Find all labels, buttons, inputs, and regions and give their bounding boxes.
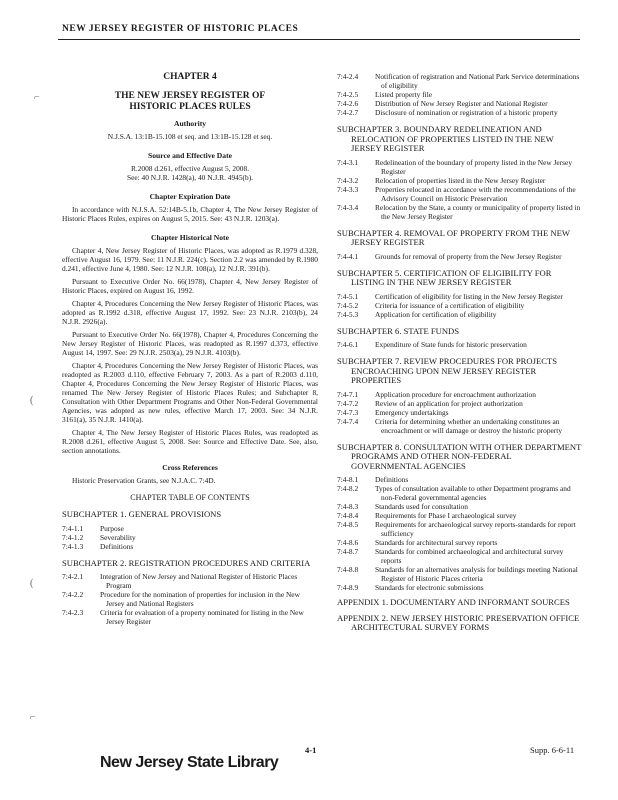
running-header: NEW JERSEY REGISTER OF HISTORIC PLACES: [62, 24, 299, 34]
toc-entry: 7:4-6.1 Expenditure of State funds for historic preservation: [337, 340, 527, 349]
library-stamp: New Jersey State Library: [100, 754, 279, 771]
toc-entry: 7:4-8.9 Standards for electronic submissions: [337, 583, 484, 592]
subchapter-heading: SUBCHAPTER 5. CERTIFICATION OF ELIGIBILITY FOR LISTING IN THE NEW JERSEY REGISTER: [337, 267, 552, 287]
toc-entry: 7:4-2.5 Listed property file: [337, 90, 433, 99]
subchapter-heading: SUBCHAPTER 1. GENERAL PROVISIONS: [62, 509, 222, 519]
source-line1: R.2008 d.261, effective August 5, 2008.: [130, 164, 250, 173]
toc-entry: 7:4-2.3 Criteria for evaluation of a property nominated for listing in the New Jersey Register: [62, 608, 304, 626]
toc-entry: 7:4-8.7 Standards for combined archaeological and architectural survey reports: [337, 547, 564, 565]
history-heading: Chapter Historical Note: [151, 233, 229, 242]
toc-entry: 7:4-8.3 Standards used for consultation: [337, 502, 468, 511]
toc-entry: 7:4-3.3 Properties relocated in accordance with the recommendations of the Advisory Council on Historic Preservation: [337, 184, 576, 203]
toc-entry: 7:4-8.5 Requirements for archaeological survey reports-standards for report sufficiency: [337, 520, 576, 538]
subchapter-heading: SUBCHAPTER 7. REVIEW PROCEDURES FOR PROJECTS ENCROACHING UPON NEW JERSEY REGISTER PROPERTIES: [337, 356, 557, 385]
history-paragraph: Pursuant to Executive Order No. 66(1978), Chapter 4, Procedures Concerning the New Jersey Register of Historic Places, was readopted as R.1997 d.373, effective August 14, 1997. See: 29 N.J.R. 2503(a), 29 N.J.R. 4103(b).: [62, 330, 318, 357]
toc-entry: 7:4-7.4 Criteria for determining whether an undertaking constitutes an encroachment or will damage or destroy the historic property: [337, 416, 563, 435]
history-paragraph: Chapter 4, The New Jersey Register of Historic Places Rules, was readopted as R.2008 d.261, effective August 5, 2008. See: Source and Effective Date. See, also, section annotations.: [62, 428, 318, 455]
toc-entry: 7:4-2.2 Procedure for the nomination of properties for inclusion in the New Jersey and National Registers: [62, 590, 300, 608]
margin-mark: (: [30, 578, 34, 589]
history-paragraph: Chapter 4, Procedures Concerning the New Jersey Register of Historic Places, was adopted as R.1992 d.318, effective August 17, 1992. See: 23 N.J.R. 2103(b), 24 N.J.R. 2926(a).: [62, 299, 318, 326]
authority-heading: Authority: [173, 119, 207, 128]
toc-entry: 7:4-3.2 Relocation of properties listed in the New Jersey Register: [337, 175, 546, 185]
toc-entry: 7:4-8.8 Standards for an alternatives analysis for buildings meeting National Register of Historic Places criteria: [337, 565, 578, 583]
margin-mark: ⌐: [30, 712, 36, 723]
toc-entry: 7:4-2.6 Distribution of New Jersey Register and National Register: [337, 99, 548, 108]
margin-mark: ⌐: [34, 92, 40, 103]
subchapter-heading: SUBCHAPTER 3. BOUNDARY REDELINEATION AND RELOCATION OF PROPERTIES LISTED IN THE NEW JERSEY REGISTER: [337, 124, 554, 153]
subchapter-heading: SUBCHAPTER 6. STATE FUNDS: [337, 325, 460, 336]
cross-references-heading: Cross References: [162, 463, 218, 472]
toc-entry: 7:4-8.4 Requirements for Phase I archaeological survey: [337, 511, 517, 520]
toc-entry: 7:4-1.2 Severability: [62, 532, 136, 542]
toc-entry: 7:4-5.1 Certification of eligibility for listing in the New Jersey Register: [337, 291, 563, 301]
expiration-heading: Chapter Expiration Date: [149, 192, 231, 201]
toc-entry: 7:4-3.1 Redelineation of the boundary of property listed in the New Jersey Register: [337, 157, 573, 176]
subchapter-heading: SUBCHAPTER 8. CONSULTATION WITH OTHER DEPARTMENT PROGRAMS AND OTHER NON-FEDERAL GOVERNMENTAL AGENCIES: [337, 441, 582, 471]
chapter-title-line1: THE NEW JERSEY REGISTER OF: [114, 91, 266, 101]
toc-entry: 7:4-7.1 Application procedure for encroachment authorization: [337, 389, 536, 399]
expiration-text: In accordance with N.J.S.A. 52:14B-5.1b, Chapter 4, The New Jersey Register of Historic Places Rules, expires on August 5, 2015. See: 43 N.J.R. 1203(a).: [62, 205, 318, 223]
subchapter-heading: SUBCHAPTER 4. REMOVAL OF PROPERTY FROM THE NEW JERSEY REGISTER: [337, 227, 570, 247]
toc-entry: 7:4-5.3 Application for certification of eligibility: [337, 309, 497, 319]
toc-entry: 7:4-2.1 Integration of New Jersey and National Register of Historic Places Program: [62, 572, 298, 590]
toc-entry: 7:4-8.6 Standards for architectural survey reports: [337, 538, 498, 547]
toc-entry: 7:4-3.4 Relocation by the State, a county or municipality of property listed in the New Jersey Register: [337, 202, 581, 221]
toc-entry: 7:4-7.3 Emergency undertakings: [337, 407, 449, 417]
right-column: [337, 72, 583, 633]
toc-entry: 7:4-1.3 Definitions: [62, 541, 134, 551]
toc-entry: 7:4-8.1 Definitions: [337, 475, 409, 484]
toc-entry: 7:4-2.7 Disclosure of nomination or registration of a historic property: [337, 108, 558, 117]
chapter-title-line2: HISTORIC PLACES RULES: [129, 102, 251, 112]
toc-entry: 7:4-4.1 Grounds for removal of property from the New Jersey Register: [337, 251, 562, 261]
toc-entry: 7:4-2.4 Notification of registration and National Park Service determinations of eligibility: [337, 72, 580, 90]
header-rule: [58, 39, 580, 40]
left-column: [62, 72, 318, 626]
page-number: 4-1: [305, 745, 317, 755]
cross-references-text: Historic Preservation Grants, see N.J.A.C. 7:4D.: [72, 476, 216, 485]
source-heading: Source and Effective Date: [147, 151, 232, 160]
toc-entry: 7:4-8.2 Types of consultation available to other Department programs and non-Federal governmental agencies: [337, 484, 571, 502]
appendix-heading: APPENDIX 1. DOCUMENTARY AND INFORMANT SOURCES: [337, 597, 570, 607]
chapter-number: CHAPTER 4: [163, 72, 217, 82]
history-paragraph: Pursuant to Executive Order No. 66(1978), Chapter 4, New Jersey Register of Historic Places, expired on August 16, 1992.: [62, 277, 318, 295]
source-line2: See: 40 N.J.R. 1428(a), 40 N.J.R. 4945(b).: [126, 173, 254, 182]
toc-heading: CHAPTER TABLE OF CONTENTS: [130, 493, 250, 502]
margin-mark: (: [30, 395, 34, 406]
history-paragraph: Chapter 4, New Jersey Register of Historic Places, was adopted as R.1979 d.328, effective August 16, 1979. See: 11 N.J.R. 224(c). Section 2.2 was amended by R.1980 d.241, effective June 4, 1980. See: 12 N.J.R. 108(a), 12 N.J.R. 391(b).: [62, 246, 318, 273]
history-paragraph: Chapter 4, Procedures Concerning the New Jersey Register of Historic Places, was readopted as R.2003 d.110, effective February 7, 2003. As a part of R.2003 d.110, Chapter 4, Procedures Concerning the New Jersey Register of Historic Places, was renamed The New Jersey Register of Historic Places Rules; and Subchapter 8, Consultation with Other Department Programs and Other Non-Federal Governmental Agencies, was adopted as new rules, effective March 17, 2003. See: 34 N.J.R. 3161(a), 35 N.J.R. 1410(a).: [62, 361, 318, 424]
toc-entry: 7:4-5.2 Criteria for issuance of a certification of eligibility: [337, 300, 525, 310]
supplement-date: Supp. 6-6-11: [530, 745, 575, 755]
toc-entry: 7:4-1.1 Purpose: [62, 523, 124, 533]
subchapter-heading: SUBCHAPTER 2. REGISTRATION PROCEDURES AND CRITERIA: [62, 557, 311, 568]
toc-entry: 7:4-7.2 Review of an application for project authorization: [337, 398, 523, 408]
authority-text: N.J.S.A. 13:1B-15.108 et seq. and 13:1B-15.128 et seq.: [107, 132, 273, 141]
appendix-heading: APPENDIX 2. NEW JERSEY HISTORIC PRESERVATION OFFICE ARCHITECTURAL SURVEY FORMS: [337, 612, 580, 632]
